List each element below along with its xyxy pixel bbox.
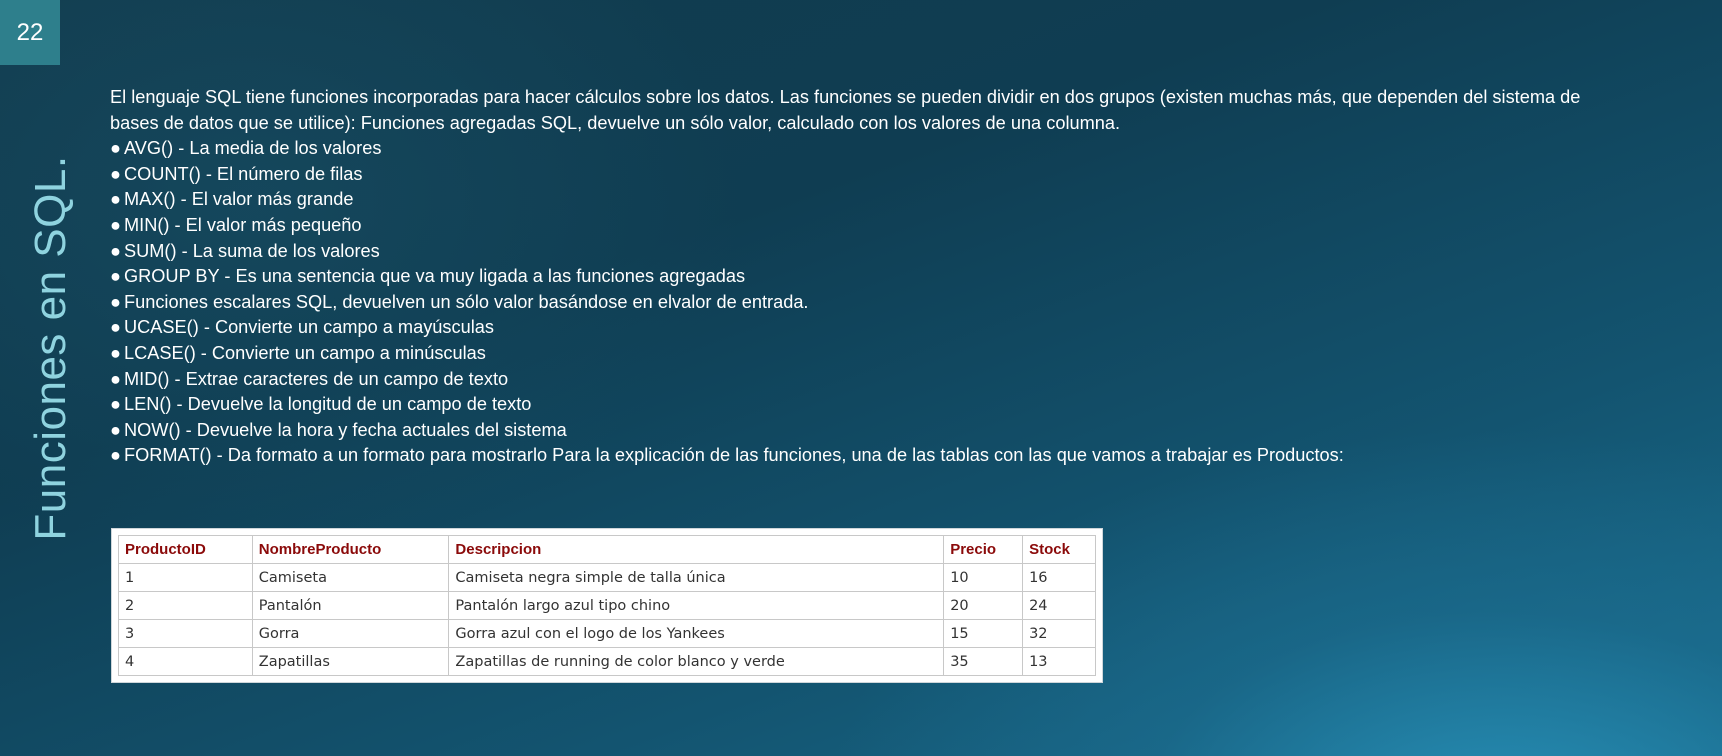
- bullet-icon: ●: [110, 266, 121, 287]
- list-item-text: FORMAT() - Da formato a un formato para mostrarlo Para la explicación de las funciones, una de las tablas con las que vamos a trabajar es Productos:: [124, 445, 1344, 466]
- cell-descripcion: Zapatillas de running de color blanco y verde: [449, 648, 944, 676]
- function-list: [110, 136, 1585, 469]
- bullet-icon: ●: [110, 317, 121, 338]
- slide-title: Funciones en SQL.: [26, 155, 75, 541]
- cell-productoid: 2: [119, 592, 253, 620]
- bullet-icon: ●: [110, 445, 121, 466]
- list-item-text: NOW() - Devuelve la hora y fecha actuales del sistema: [124, 419, 567, 440]
- cell-precio: 20: [944, 592, 1023, 620]
- table-row: [119, 592, 1096, 620]
- list-item-text: AVG() - La media de los valores: [124, 138, 382, 159]
- list-item: [110, 418, 1585, 444]
- cell-stock: 13: [1023, 648, 1096, 676]
- list-item: [110, 136, 1585, 162]
- list-item-text: COUNT() - El número de filas: [124, 163, 363, 184]
- bullet-icon: ●: [110, 291, 121, 312]
- products-table-image: [111, 528, 1103, 683]
- slide-number: 22: [0, 0, 60, 65]
- title-container: [20, 155, 82, 541]
- list-item-text: Funciones escalares SQL, devuelven un sólo valor basándose en elvalor de entrada.: [124, 291, 809, 312]
- cell-nombreproducto: Pantalón: [252, 592, 449, 620]
- list-item: [110, 213, 1585, 239]
- list-item-text: GROUP BY - Es una sentencia que va muy ligada a las funciones agregadas: [124, 266, 746, 287]
- table-header-row: [119, 536, 1096, 564]
- list-item-text: LCASE() - Convierte un campo a minúsculas: [124, 342, 486, 363]
- table-row: [119, 648, 1096, 676]
- column-header-descripcion: Descripcion: [449, 536, 944, 564]
- cell-productoid: 4: [119, 648, 253, 676]
- bullet-icon: ●: [110, 189, 121, 210]
- list-item: [110, 315, 1585, 341]
- cell-nombreproducto: Gorra: [252, 620, 449, 648]
- bullet-icon: ●: [110, 342, 121, 363]
- products-table: [118, 535, 1096, 676]
- cell-descripcion: Gorra azul con el logo de los Yankees: [449, 620, 944, 648]
- list-item: [110, 162, 1585, 188]
- list-item: [110, 443, 1585, 469]
- intro-paragraph: El lenguaje SQL tiene funciones incorporadas para hacer cálculos sobre los datos. Las funciones se pueden dividir en dos grupos (existen muchas más, que dependen del sistema de bases de datos que se utilice): Funciones agregadas SQL, devuelve un sólo valor, calculado con los valores de una columna.: [110, 87, 1581, 133]
- body-text: [110, 85, 1585, 469]
- cell-precio: 10: [944, 564, 1023, 592]
- cell-nombreproducto: Camiseta: [252, 564, 449, 592]
- cell-productoid: 3: [119, 620, 253, 648]
- column-header-precio: Precio: [944, 536, 1023, 564]
- cell-stock: 24: [1023, 592, 1096, 620]
- bullet-icon: ●: [110, 368, 121, 389]
- list-item: [110, 264, 1585, 290]
- bullet-icon: ●: [110, 240, 121, 261]
- column-header-nombreproducto: NombreProducto: [252, 536, 449, 564]
- list-item-text: SUM() - La suma de los valores: [124, 240, 380, 261]
- column-header-stock: Stock: [1023, 536, 1096, 564]
- bullet-icon: ●: [110, 419, 121, 440]
- bullet-icon: ●: [110, 138, 121, 159]
- list-item: [110, 187, 1585, 213]
- cell-productoid: 1: [119, 564, 253, 592]
- table-row: [119, 564, 1096, 592]
- list-item-text: MIN() - El valor más pequeño: [124, 214, 362, 235]
- cell-descripcion: Camiseta negra simple de talla única: [449, 564, 944, 592]
- list-item-text: LEN() - Devuelve la longitud de un campo de texto: [124, 394, 532, 415]
- cell-stock: 32: [1023, 620, 1096, 648]
- cell-stock: 16: [1023, 564, 1096, 592]
- list-item: [110, 341, 1585, 367]
- list-item: [110, 367, 1585, 393]
- list-item: [110, 239, 1585, 265]
- list-item: [110, 392, 1585, 418]
- cell-precio: 15: [944, 620, 1023, 648]
- list-item-text: MAX() - El valor más grande: [124, 189, 354, 210]
- bullet-icon: ●: [110, 163, 121, 184]
- column-header-productoid: ProductoID: [119, 536, 253, 564]
- table-row: [119, 620, 1096, 648]
- cell-descripcion: Pantalón largo azul tipo chino: [449, 592, 944, 620]
- list-item-text: UCASE() - Convierte un campo a mayúsculas: [124, 317, 494, 338]
- list-item: [110, 290, 1585, 316]
- bullet-icon: ●: [110, 214, 121, 235]
- list-item-text: MID() - Extrae caracteres de un campo de texto: [124, 368, 509, 389]
- cell-precio: 35: [944, 648, 1023, 676]
- cell-nombreproducto: Zapatillas: [252, 648, 449, 676]
- bullet-icon: ●: [110, 394, 121, 415]
